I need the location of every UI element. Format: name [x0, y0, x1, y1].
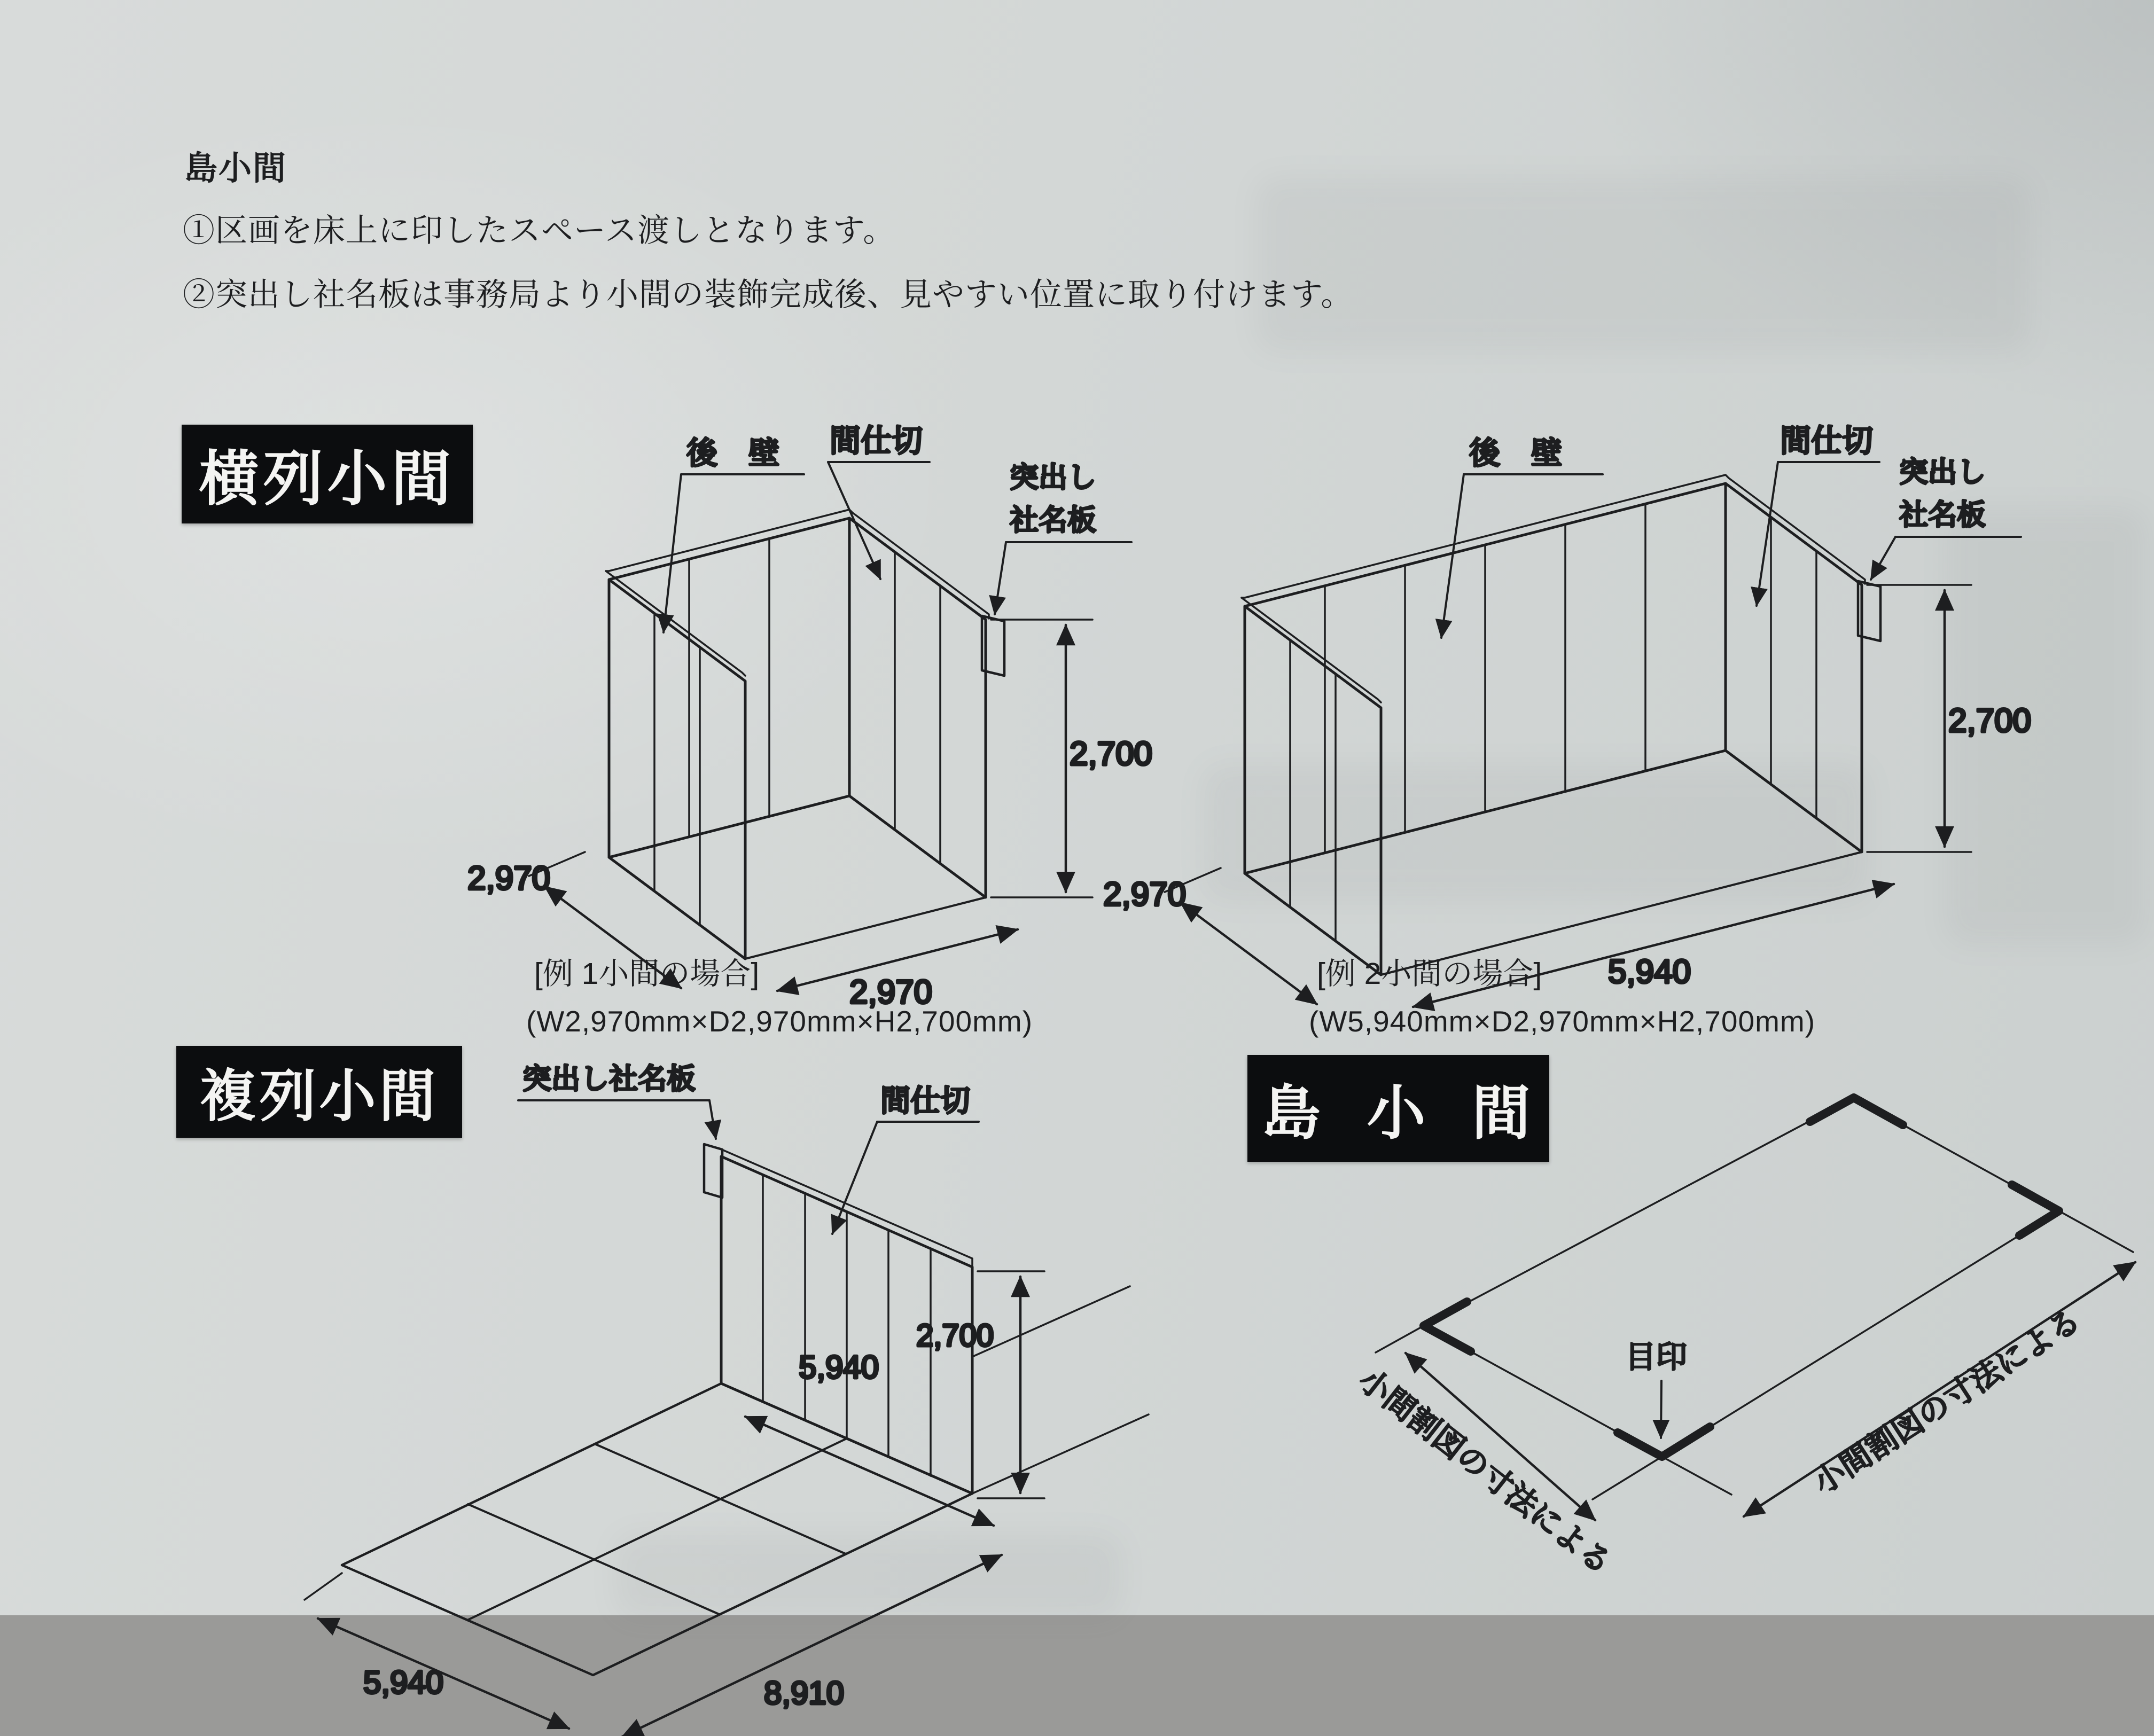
nameplate-label-line1: 突出し [1010, 462, 1096, 494]
mark-label: 目印 [1625, 1340, 1688, 1374]
right-partition-face [849, 518, 986, 897]
section-label-row-booth [182, 425, 473, 523]
nameplate-label-line2: 社名板 [1010, 504, 1096, 536]
left-partition-face [609, 580, 745, 959]
booth-floor [1245, 750, 1862, 975]
dim-depth: 2,970 [1103, 876, 1187, 913]
dim-height: 2,700 [1948, 702, 2032, 739]
dim-width: 5,940 [1608, 953, 1691, 990]
note-line-2: ②突出し社名板は事務局より小間の装飾完成後、見やすい位置に取り付けます。 [183, 277, 1354, 312]
bleedthrough-smudge [1255, 176, 2030, 353]
dim-height: 2,700 [1070, 736, 1153, 772]
section-label-double-row-booth-text: 複列小間 [199, 1065, 439, 1128]
partition-label: 間仕切 [830, 424, 923, 458]
dim-floor-left: 5,940 [363, 1664, 444, 1700]
left-partition-face [1245, 606, 1381, 975]
partition-label: 間仕切 [1780, 424, 1874, 458]
rear-wall-label: 後 壁 [686, 436, 780, 471]
nameplate-shape [704, 1144, 722, 1198]
dim-wall-width: 5,940 [799, 1349, 879, 1385]
rear-wall-face [609, 518, 849, 857]
nameplate-label-line1: 突出し [1899, 456, 1986, 488]
page-title: 島小間 [184, 150, 287, 187]
caption2-line1: [例 2小間の場合] [1317, 957, 1542, 991]
diagram-two-booth [1095, 406, 2137, 1074]
dim-height: 2,700 [916, 1318, 994, 1353]
dim-width: 2,970 [849, 974, 933, 1011]
section-label-island-booth-text: 島 小 間 [1261, 1081, 1546, 1146]
diagram-double-row-booth [294, 1058, 1149, 1736]
caption1-line1: [例 1小間の場合] [534, 957, 760, 991]
nameplate-label-line2: 社名板 [1899, 499, 1986, 531]
nameplate-label: 突出し社名板 [522, 1063, 696, 1095]
partition-label: 間仕切 [880, 1084, 970, 1117]
section-label-row-booth-text: 横列小間 [199, 445, 456, 512]
dim-floor-front: 8,910 [764, 1675, 845, 1711]
caption1-line2: (W2,970mm×D2,970mm×H2,700mm) [526, 1005, 1033, 1038]
rear-wall-label: 後 壁 [1469, 436, 1563, 471]
diagram-island-booth [1352, 1058, 2154, 1645]
note-line-1: ①区画を床上に印したスペース渡しとなります。 [183, 213, 896, 248]
caption2-line2: (W5,940mm×D2,970mm×H2,700mm) [1309, 1005, 1816, 1038]
dim-note-left: 小間割図の寸法による [1352, 1362, 1618, 1581]
dim-depth: 2,970 [467, 860, 551, 897]
booth-floor [609, 796, 986, 959]
dim-note-right: 小間割図の寸法による [1807, 1302, 2087, 1500]
right-partition-face [1726, 483, 1862, 852]
